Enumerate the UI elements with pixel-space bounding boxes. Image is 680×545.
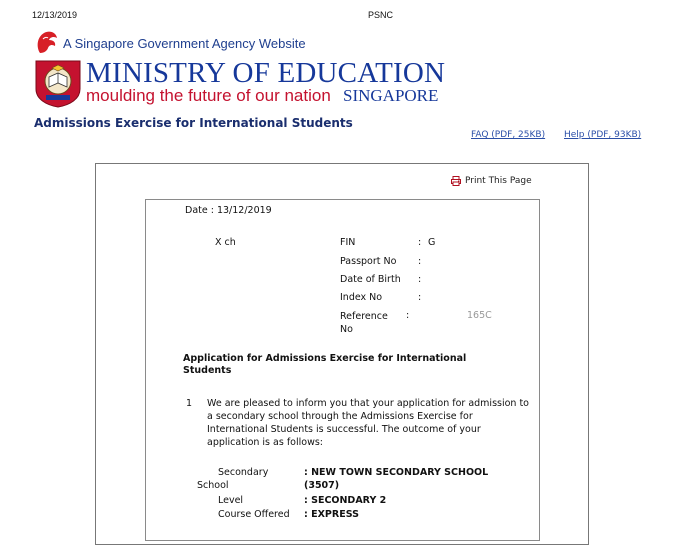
faq-pdf-link[interactable]: FAQ (PDF, 25KB) (471, 130, 546, 140)
fin-label: FIN (340, 237, 356, 248)
ministry-title: MINISTRY OF EDUCATION (86, 57, 446, 89)
reference-label: Reference No (340, 311, 388, 335)
dob-label: Date of Birth (340, 274, 401, 285)
paragraph-number: 1 (186, 398, 193, 409)
help-pdf-link[interactable]: Help (PDF, 93KB) (564, 130, 642, 140)
print-page-label: Print This Page (465, 176, 532, 186)
level-value: : SECONDARY 2 (304, 495, 387, 506)
section-heading: Application for Admissions Exercise for International Students (183, 353, 467, 376)
print-date: 12/13/2019 (32, 10, 78, 20)
ministry-country: SINGAPORE (343, 86, 439, 105)
letter-date: Date : 13/12/2019 (185, 205, 272, 216)
gov-agency-text: A Singapore Government Agency Website (63, 36, 306, 51)
school-value: : NEW TOWN SECONDARY SCHOOL (3507) (304, 467, 489, 491)
printer-icon (451, 176, 461, 186)
lion-head-icon (34, 29, 60, 55)
reference-value: 165C (467, 310, 492, 321)
course-value: : EXPRESS (304, 509, 359, 520)
portal-title: Admissions Exercise for International Students (34, 116, 353, 130)
index-label: Index No (340, 292, 383, 303)
fin-colon: : (418, 237, 422, 248)
level-label: Level (218, 495, 244, 506)
reference-colon: : (406, 310, 410, 321)
passport-label: Passport No (340, 256, 397, 267)
dob-colon: : (418, 274, 422, 285)
print-title: PSNC (368, 10, 394, 20)
fin-value: G (428, 237, 436, 248)
applicant-name: X ch (215, 237, 236, 248)
print-page-button[interactable] (451, 176, 532, 186)
index-colon: : (418, 292, 422, 303)
passport-colon: : (418, 256, 422, 267)
ministry-tagline: moulding the future of our nation (86, 86, 331, 105)
school-label: Secondary School (197, 467, 269, 491)
moe-crest-icon (34, 59, 82, 108)
course-label: Course Offered (218, 509, 290, 520)
paragraph-text: We are pleased to inform you that your application for admission to a secondary school through the Admissions Exercise for International Students is successful. The outcome of your application is as follows: (207, 398, 529, 448)
